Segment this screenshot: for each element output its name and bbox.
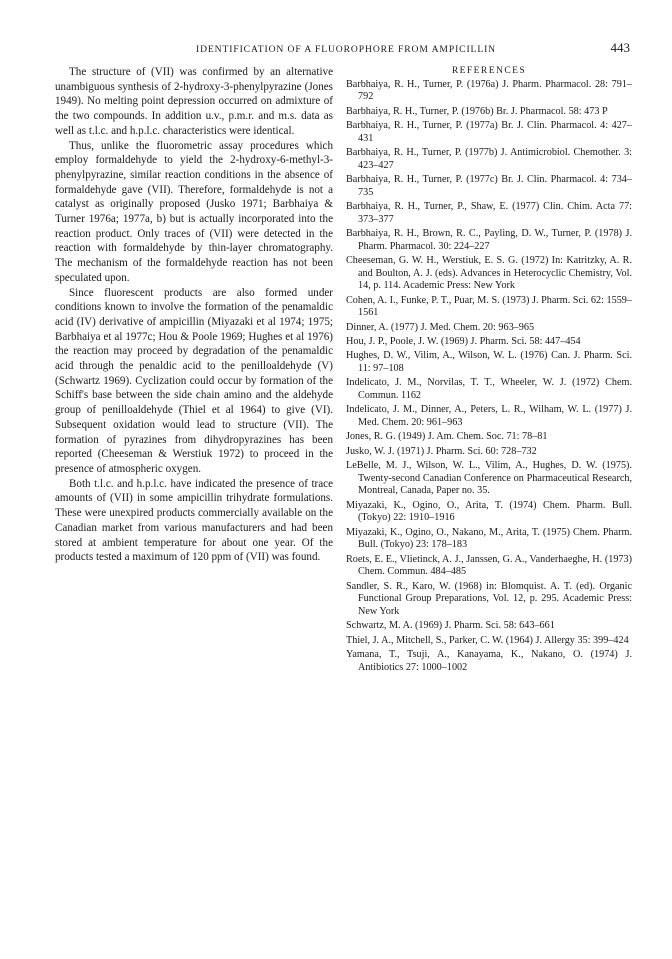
running-head: IDENTIFICATION OF A FLUOROPHORE FROM AMPICILLIN bbox=[195, 44, 497, 55]
reference-item: Indelicato, J. M., Dinner, A., Peters, L. R., Wilham, W. L. (1977) J. Med. Chem. 20: 961–963 bbox=[346, 404, 632, 428]
reference-item: Hou, J. P., Poole, J. W. (1969) J. Pharm. Sci. 58: 447–454 bbox=[346, 336, 581, 347]
references-heading: REFERENCES bbox=[451, 65, 527, 76]
reference-item: Roets, E. E., Vlietinck, A. J., Janssen, G. A., Vanderhaeghe, H. (1973) Chem. Commun. 484–485 bbox=[346, 553, 632, 578]
references-column bbox=[346, 65, 632, 676]
reference-item: Barbhaiya, R. H., Turner, P. (1977a) Br. J. Clin. Pharmacol. 4: 427–431 bbox=[346, 120, 632, 144]
reference-item: Dinner, A. (1977) J. Med. Chem. 20: 963–965 bbox=[346, 321, 535, 333]
reference-item: Indelicato, J. M., Norvilas, T. T., Wheeler, W. J. (1972) Chem. Commun. 1162 bbox=[346, 377, 632, 401]
reference-item: Cheeseman, G. W. H., Werstiuk, E. S. G. (1972) In: Katritzky, A. R. and Boulton, A. J. (eds). Advances in Heterocyclic Chemistry, Vol. 14, p. 114. Academic Press: New York bbox=[346, 255, 632, 292]
reference-item: Hughes, D. W., Vilim, A., Wilson, W. L. (1976) Can. J. Pharm. Sci. 11: 97–108 bbox=[346, 350, 632, 374]
reference-item: Cohen, A. I., Funke, P. T., Puar, M. S. (1973) J. Pharm. Sci. 62: 1559–1561 bbox=[346, 294, 632, 319]
references-list bbox=[346, 79, 632, 675]
reference-item: Jones, R. G. (1949) J. Am. Chem. Soc. 71: 78–81 bbox=[346, 431, 548, 443]
reference-item: Barbhaiya, R. H., Brown, R. C., Payling, D. W., Turner, P. (1978) J. Pharm. Pharmacol. 30: 224–227 bbox=[346, 228, 632, 252]
reference-item: Sandler, S. R., Karo, W. (1968) in: Blomquist. A. T. (ed). Organic Functional Group Preparations, Vol. 12, p. 295. Academic Press: New York bbox=[346, 580, 632, 617]
reference-item: Jusko, W. J. (1971) J. Pharm. Sci. 60: 728–732 bbox=[346, 445, 537, 457]
reference-item: LeBelle, M. J., Wilson, W. L., Vilim, A., Hughes, D. W. (1975). Twenty-second Canadian Conference on Pharmaceutical Research, Montreal, Canada, Paper no. 35. bbox=[346, 459, 632, 497]
reference-item: Schwartz, M. A. (1969) J. Pharm. Sci. 58: 643–661 bbox=[346, 620, 555, 632]
reference-item: Miyazaki, K., Ogino, O., Nakano, M., Arita, T. (1975) Chem. Pharm. Bull. (Tokyo) 23: 178–183 bbox=[346, 526, 632, 551]
body-paragraph: Thus, unlike the fluorometric assay procedures which employ formaldehyde to yield the 2-hydroxy-6-methyl-3-phenylpyrazine, similar reaction conditions in the absence of formaldehyde gave (VII). Therefore, formaldehyde is not a catalyst as originally proposed (Jusko 1971; Barbhaiya & Turner 1976a; 1977a, b) but is actually incorporated into the reaction product. Only traces of (VII) were detected in the reaction with formaldehyde by thin-layer chromatography. The mechanism of the formaldehyde reaction has not been speculated upon. bbox=[55, 139, 333, 284]
reference-item: Barbhaiya, R. H., Turner, P. (1976a) J. Pharm. Pharmacol. 28: 791–792 bbox=[346, 78, 632, 103]
reference-item: Yamana, T., Tsuji, A., Kanayama, K., Nakano, O. (1974) J. Antibiotics 27: 1000–1002 bbox=[346, 648, 632, 673]
body-paragraph: The structure of (VII) was confirmed by an alternative unambiguous synthesis of 2-hydroxy-3-phenylpyrazine (Jones 1949). No melting point depression occurred on admixture of the two compounds. In addition u.v., p.m.r. and m.s. data as well as t.l.c. and h.p.l.c. characteristics were identical. bbox=[55, 66, 333, 137]
body-paragraph: Both t.l.c. and h.p.l.c. have indicated the presence of trace amounts of (VII) in some ampicillin trihydrate formulations. These were unexpired products commercially available on the Canadian market from various manufacturers and had been stored at ambient temperature for about one year. Of the products tested a maximum of 120 ppm of (VII) was found. bbox=[55, 477, 333, 564]
page-number: 443 bbox=[610, 40, 630, 55]
reference-item: Thiel, J. A., Mitchell, S., Parker, C. W. (1964) J. Allergy 35: 399–424 bbox=[346, 634, 629, 646]
body-paragraph: Since fluorescent products are also formed under conditions known to involve the formation of the penamaldic acid (IV) derivative of ampicillin (Miyazaki et al 1974; 1975; Barbhaiya et al 1977c; Hou & Poole 1969; Hughes et al 1976) the reaction may proceed by degradation of the penamaldic acid through the penaldic acid to the penilloaldehyde (V) (Schwartz 1969). Cyclization could occur by formation of the Schiff's base between the side chain amino and the aldehyde group of penilloaldehyde (Thiel et al 1964) to give (VI). Subsequent oxidation would lead to structure (VII). The formation of pyrazines from dihydropyrazines has been reported (Cheeseman & Werstiuk 1972) to proceed in the presence of atmospheric oxygen. bbox=[55, 286, 333, 475]
reference-item: Barbhaiya, R. H., Turner, P. (1976b) Br. J. Pharmacol. 58: 473 P bbox=[346, 105, 608, 117]
reference-item: Barbhaiya, R. H., Turner, P. (1977c) Br. J. Clin. Pharmacol. 4: 734–735 bbox=[346, 174, 632, 198]
body-column bbox=[55, 65, 333, 565]
reference-item: Miyazaki, K., Ogino, O., Arita, T. (1974) Chem. Pharm. Bull. (Tokyo) 22: 1910–1916 bbox=[346, 499, 632, 524]
reference-item: Barbhaiya, R. H., Turner, P. (1977b) J. Antimicrobiol. Chemother. 3: 423–427 bbox=[346, 147, 632, 171]
reference-item: Barbhaiya, R. H., Turner, P., Shaw, E. (1977) Clin. Chim. Acta 77: 373–377 bbox=[346, 201, 632, 225]
